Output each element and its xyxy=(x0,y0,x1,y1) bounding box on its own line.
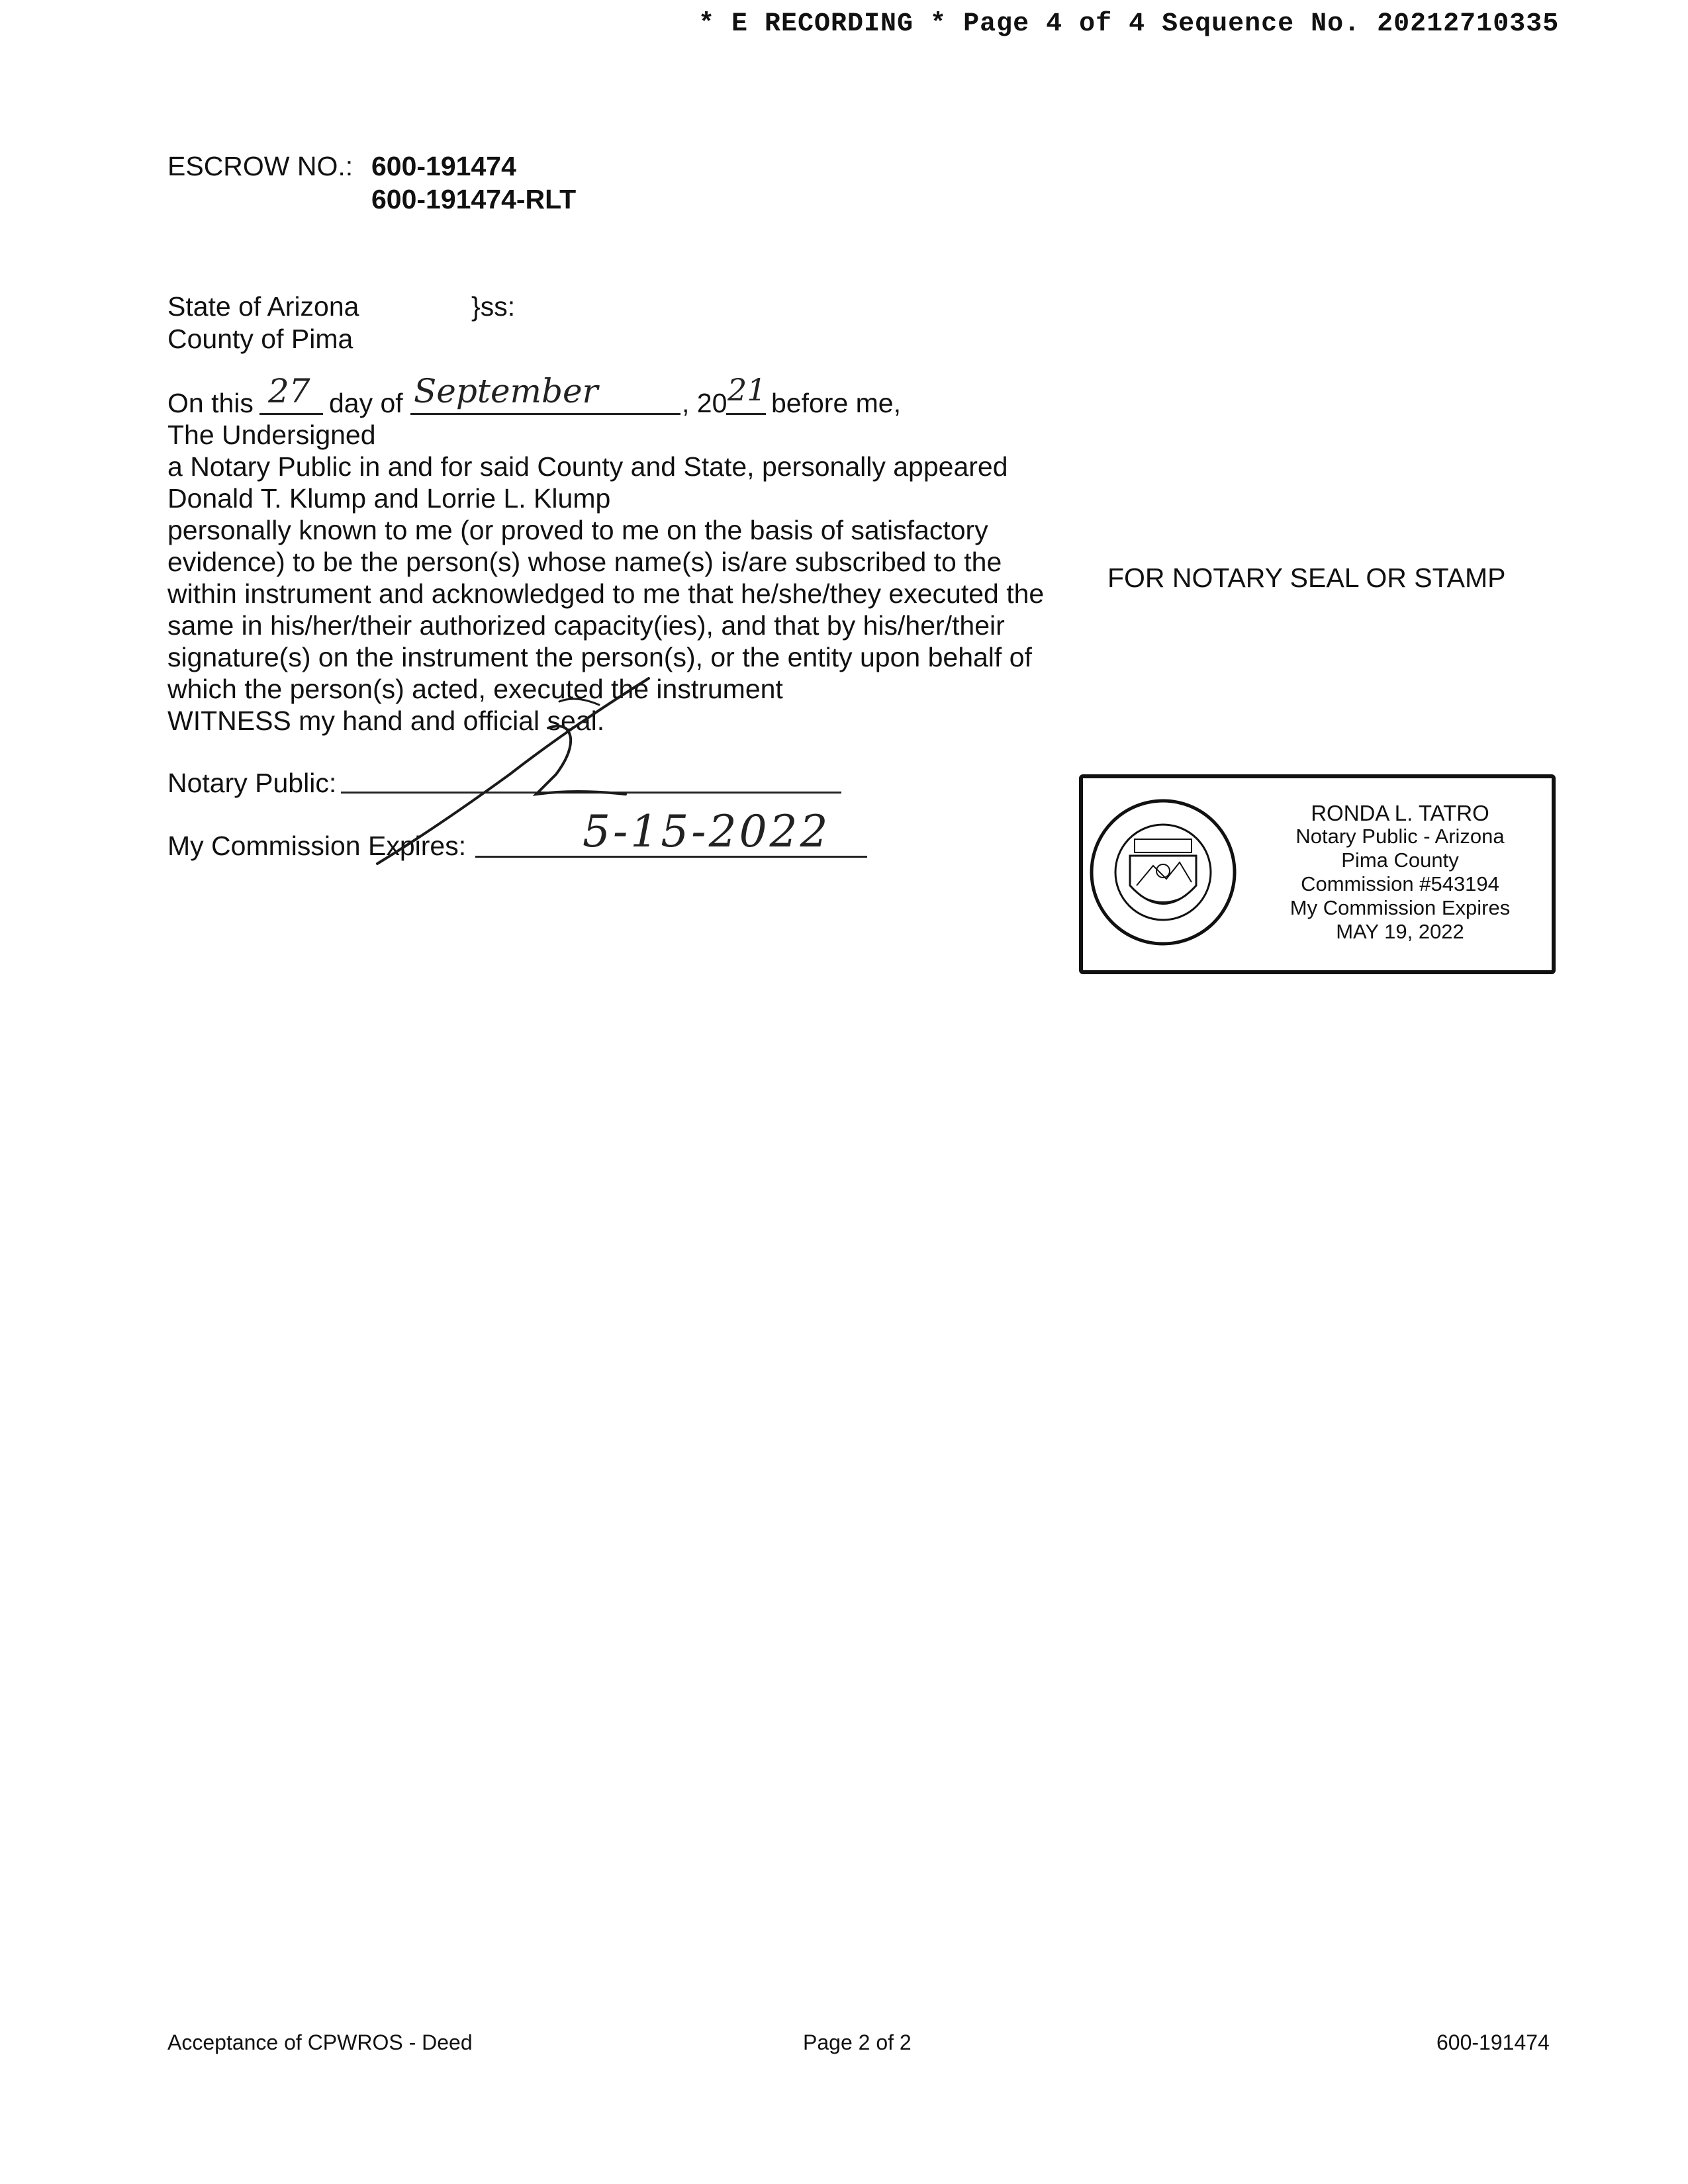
recording-header: * E RECORDING * Page 4 of 4 Sequence No. 20212710335 xyxy=(698,9,1560,39)
venue-ss: }ss: xyxy=(471,291,516,322)
body-line: within instrument and acknowledged to me that he/she/they executed the xyxy=(167,578,1045,609)
day-of-text: day of xyxy=(329,388,403,418)
body-line: which the person(s) acted, executed the instrument xyxy=(167,674,783,704)
before-me-text: before me, xyxy=(771,388,901,418)
stamp-line: RONDA L. TATRO xyxy=(1311,801,1489,825)
commission-handwritten: 5-15-2022 xyxy=(583,806,831,857)
year-handwritten: 21 xyxy=(727,372,767,408)
appearing-names: Donald T. Klump and Lorrie L. Klump xyxy=(167,483,611,514)
body-line: signature(s) on the instrument the person(s), or the entity upon behalf of xyxy=(167,642,1032,672)
stamp-line: Notary Public - Arizona xyxy=(1295,825,1505,848)
footer-escrow-number: 600-191474 xyxy=(1436,2030,1550,2054)
escrow-label: ESCROW NO.: xyxy=(167,151,353,181)
body-line: personally known to me (or proved to me on the basis of satisfactory xyxy=(167,515,988,545)
stamp-line: Commission #543194 xyxy=(1301,872,1499,895)
notary-signature-scribble xyxy=(357,675,662,867)
escrow-number-2: 600-191474-RLT xyxy=(371,184,577,214)
stamp-line: MAY 19, 2022 xyxy=(1336,920,1464,943)
month-handwritten: September xyxy=(414,372,598,410)
seal-area-label: FOR NOTARY SEAL OR STAMP xyxy=(1107,563,1506,593)
body-line: same in his/her/their authorized capacity(ies), and that by his/her/their xyxy=(167,610,1005,641)
witness-line: WITNESS my hand and official seal. xyxy=(167,705,605,736)
footer-page-number: Page 2 of 2 xyxy=(803,2030,912,2054)
notary-public-label: Notary Public: xyxy=(167,768,337,798)
undersigned-text: The Undersigned xyxy=(167,420,376,450)
escrow-number-1: 600-191474 xyxy=(371,151,516,181)
footer-document-title: Acceptance of CPWROS - Deed xyxy=(167,2030,473,2054)
day-handwritten: 27 xyxy=(268,372,310,410)
venue-county: County of Pima xyxy=(167,324,353,354)
arizona-state-seal-icon xyxy=(1074,793,1252,952)
venue-state: State of Arizona xyxy=(167,291,359,322)
stamp-line: Pima County xyxy=(1341,848,1459,872)
stamp-line: My Commission Expires xyxy=(1289,896,1511,919)
year-prefix-text: , 20 xyxy=(682,388,727,418)
on-this-text: On this xyxy=(167,388,254,418)
notary-public-line: a Notary Public in and for said County and State, personally appeared xyxy=(167,451,1008,482)
body-line: evidence) to be the person(s) whose name(s) is/are subscribed to the xyxy=(167,547,1002,577)
commission-label: My Commission Expires: xyxy=(167,831,467,861)
